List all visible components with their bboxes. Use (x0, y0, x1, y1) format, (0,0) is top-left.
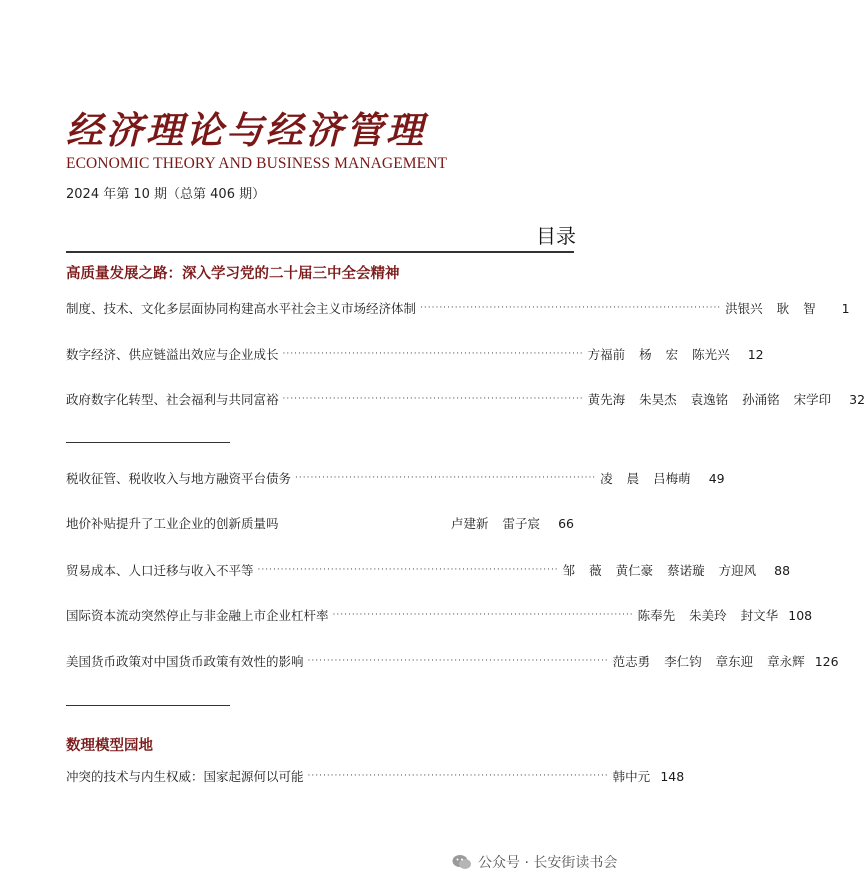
entry-page: 88 (774, 562, 791, 578)
section-divider (66, 705, 230, 706)
toc-entry[interactable] (66, 513, 574, 533)
wechat-icon (452, 854, 472, 870)
entry-authors: 邹 薇 黄仁豪 蔡诺璇 方迎风 (562, 563, 757, 578)
journal-english-title: ECONOMIC THEORY AND BUSINESS MANAGEMENT (66, 155, 448, 172)
leader-dots: ·············································································· (307, 771, 609, 781)
entry-title: 国际资本流动突然停止与非金融上市企业杠杆率 (66, 608, 329, 623)
toc-entry[interactable] (66, 766, 685, 786)
entry-authors: 卢建新 雷子宸 (451, 516, 540, 531)
entry-authors: 方福前 杨 宏 陈光兴 (587, 347, 730, 362)
leader-dots: ·············································································· (282, 349, 584, 359)
toc-entry[interactable] (66, 389, 865, 409)
leader-dots: ·············································································· (257, 565, 559, 575)
entry-page: 12 (747, 346, 764, 362)
leader-dots: ·············································································· (307, 656, 609, 666)
entry-authors: 范志勇 李仁钧 章东迎 章永辉 (612, 654, 805, 669)
entry-title: 政府数字化转型、社会福利与共同富裕 (66, 392, 279, 407)
entry-title: 美国货币政策对中国货币政策有效性的影响 (66, 654, 304, 669)
leader-dots: ·············································································· (295, 473, 597, 483)
entry-page: 148 (660, 768, 685, 784)
entry-page: 126 (814, 653, 839, 669)
entry-title: 制度、技术、文化多层面协同构建高水平社会主义市场经济体制 (66, 301, 417, 316)
section-divider (66, 442, 230, 443)
section-title: 数理模型园地 (66, 737, 153, 754)
entry-title: 数字经济、供应链溢出效应与企业成长 (66, 347, 279, 362)
entry-page: 108 (788, 607, 813, 623)
toc-heading: 目录 (536, 224, 576, 248)
wechat-watermark (452, 852, 617, 872)
entry-page: 1 (841, 300, 850, 316)
toc-entry[interactable] (66, 298, 850, 318)
toc-entry[interactable] (66, 651, 839, 671)
toc-entry[interactable] (66, 560, 791, 580)
leader-dots: ·············································································· (420, 303, 722, 313)
entry-authors: 黄先海 朱昊杰 袁逸铭 孙涌铭 宋学印 (587, 392, 832, 407)
leader-dots: ·············································································· (282, 394, 584, 404)
entry-title: 税收征管、税收收入与地方融资平台债务 (66, 471, 292, 486)
leader-dots: ·············································································· (332, 610, 634, 620)
entry-title: 地价补贴提升了工业企业的创新质量吗 (66, 516, 279, 531)
issue-number: 2024 年第 10 期（总第 406 期） (66, 187, 266, 202)
entry-page: 49 (708, 470, 725, 486)
section-title: 高质量发展之路：深入学习党的二十届三中全会精神 (66, 265, 400, 282)
entry-page: 32 (849, 391, 865, 407)
entry-page: 66 (558, 515, 574, 531)
entry-authors: 韩中元 (612, 769, 651, 784)
journal-logo: 经济理论与经济管理 (66, 108, 426, 152)
toc-entry[interactable] (66, 344, 764, 364)
entry-authors: 凌 晨 吕梅萌 (600, 471, 691, 486)
header-divider (66, 251, 574, 253)
entry-title: 冲突的技术与内生权威：国家起源何以可能 (66, 769, 304, 784)
entry-authors: 洪银兴 耿 智 (725, 301, 816, 316)
entry-title: 贸易成本、人口迁移与收入不平等 (66, 563, 254, 578)
toc-entry[interactable] (66, 605, 813, 625)
watermark-text: 公众号 · 长安街读书会 (478, 855, 618, 871)
toc-entry[interactable] (66, 468, 725, 488)
entry-authors: 陈奉先 朱美玲 封文华 (637, 608, 779, 623)
